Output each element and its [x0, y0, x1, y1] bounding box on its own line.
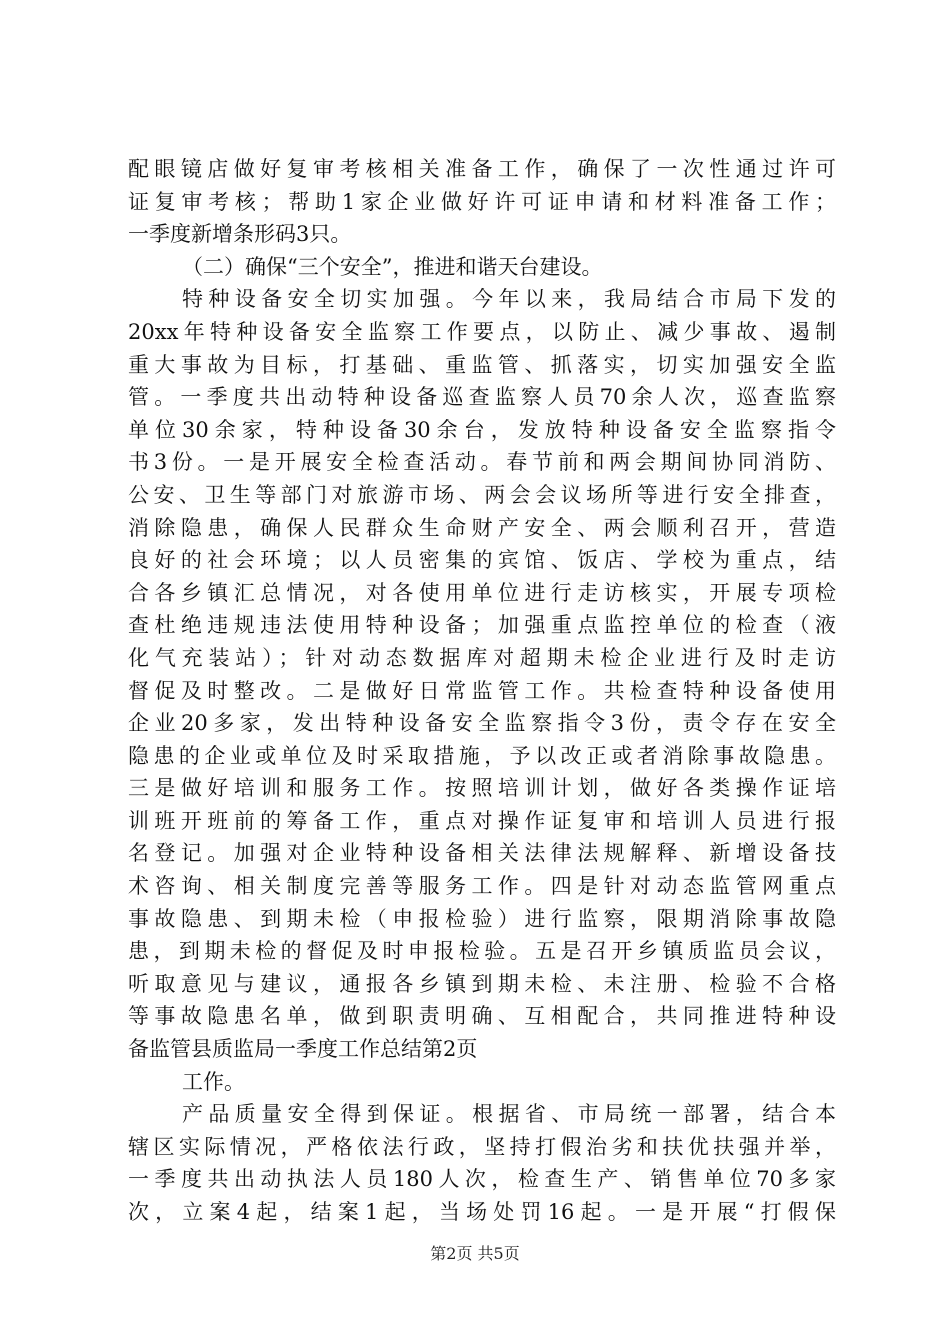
body-line: 特种设备安全切实加强。今年以来，我局结合市局下发的: [182, 287, 836, 312]
body-line: 合各乡镇汇总情况，对各使用单位进行走访核实，开展专项检: [128, 580, 836, 605]
body-line: 证复审考核；帮助1家企业做好许可证申请和材料准备工作；: [128, 189, 836, 214]
body-line: 三是做好培训和服务工作。按照培训计划，做好各类操作证培: [128, 776, 836, 801]
body-line: 配眼镜店做好复审考核相关准备工作，确保了一次性通过许可: [128, 157, 836, 181]
body-line: 训班开班前的筹备工作，重点对操作证复审和培训人员进行报: [128, 808, 836, 833]
body-line: 名登记。加强对企业特种设备相关法律法规解释、新增设备技: [128, 841, 836, 866]
body-line: 备监管县质监局一季度工作总结第2页: [128, 1037, 478, 1062]
section-heading: （二）确保“三个安全”，推进和谐天台建设。: [182, 254, 603, 279]
body-line: 产品质量安全得到保证。根据省、市局统一部署，结合本: [182, 1102, 836, 1127]
body-line: 一季度新增条形码3只。: [128, 222, 352, 247]
body-line: 企业20多家，发出特种设备安全监察指令3份，责令存在安全: [128, 711, 836, 736]
body-line: 管。一季度共出动特种设备巡查监察人员70余人次，巡查监察: [128, 385, 836, 410]
body-line: 事故隐患、到期未检（申报检验）进行监察，限期消除事故隐: [128, 906, 836, 931]
body-line: 等事故隐患名单，做到职责明确、互相配合，共同推进特种设: [128, 1004, 836, 1029]
body-line: 次，立案4起，结案1起，当场处罚16起。一是开展“打假保: [128, 1200, 836, 1224]
page-number-footer: 第2页 共5页: [430, 1244, 520, 1263]
body-line: 20xx年特种设备安全监察工作要点，以防止、减少事故、遏制: [128, 319, 836, 344]
body-line: 辖区实际情况，严格依法行政，坚持打假治劣和扶优扶强并举，: [128, 1134, 836, 1159]
body-line: 听取意见与建议，通报各乡镇到期未检、未注册、检验不合格: [128, 971, 836, 996]
body-line: 消除隐患，确保人民群众生命财产安全、两会顺利召开，营造: [128, 515, 836, 540]
body-line: 工作。: [182, 1069, 245, 1094]
body-line: 公安、卫生等部门对旅游市场、两会会议场所等进行安全排查，: [128, 482, 836, 507]
body-line: 单位30余家，特种设备30余台，发放特种设备安全监察指令: [128, 417, 836, 442]
document-body: [128, 153, 836, 1229]
body-line: 查杜绝违规违法使用特种设备；加强重点监控单位的检查（液: [128, 613, 836, 638]
body-line: 化气充装站）；针对动态数据库对超期未检企业进行及时走访: [128, 645, 836, 670]
body-line: 重大事故为目标，打基础、重监管、抓落实，切实加强安全监: [128, 352, 836, 377]
body-line: 督促及时整改。二是做好日常监管工作。共检查特种设备使用: [128, 678, 836, 703]
body-line: 书3份。一是开展安全检查活动。春节前和两会期间协同消防、: [128, 450, 836, 475]
body-line: 隐患的企业或单位及时采取措施，予以改正或者消除事故隐患。: [128, 743, 836, 768]
body-line: 患，到期未检的督促及时申报检验。五是召开乡镇质监员会议，: [128, 939, 836, 964]
body-line: 一季度共出动执法人员180人次，检查生产、销售单位70多家: [128, 1167, 836, 1192]
body-line: 术咨询、相关制度完善等服务工作。四是针对动态监管网重点: [128, 874, 836, 899]
body-line: 良好的社会环境；以人员密集的宾馆、饭店、学校为重点，结: [128, 548, 836, 573]
